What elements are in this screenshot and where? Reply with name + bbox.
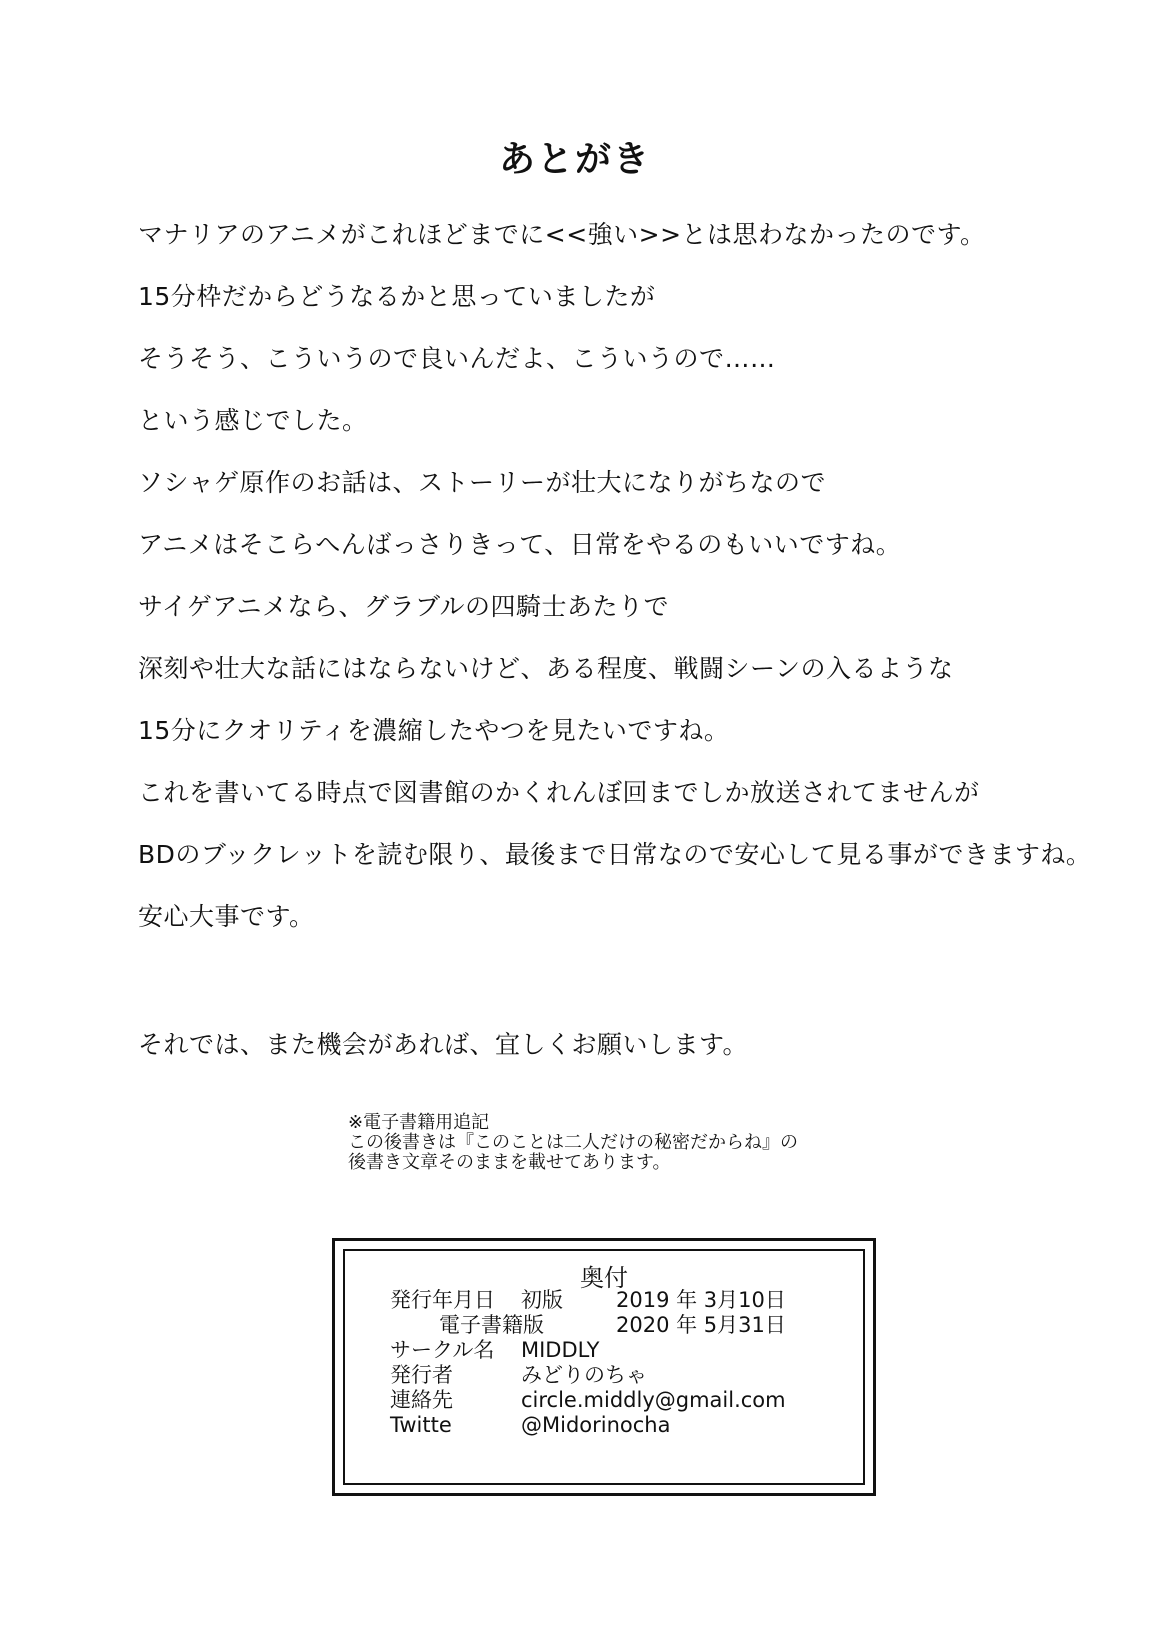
afterword-line: 深刻や壮大な話にはならないけど、ある程度、戦闘シーンの入るような [138, 654, 954, 683]
afterword-line: 15分枠だからどうなるかと思っていましたが [138, 282, 656, 311]
afterword-line: そうそう、こういうので良いんだよ、こういうので…… [138, 344, 776, 373]
afterword-line: アニメはそこらへんばっさりきって、日常をやるのもいいですね。 [138, 530, 902, 559]
twitter-label: Twitte [390, 1413, 452, 1437]
ebook-note-line: 後書き文章そのままを載せてあります。 [348, 1152, 671, 1173]
afterword-line: BDのブックレットを読む限り、最後まで日常なので安心して見る事ができますね。 [138, 840, 1092, 869]
afterword-line: マナリアのアニメがこれほどまでに<<強い>>とは思わなかったのです。 [138, 220, 986, 249]
contact-email: circle.middly@gmail.com [521, 1388, 786, 1412]
publisher-label: 発行者 [390, 1363, 453, 1387]
afterword-line: という感じでした。 [138, 406, 368, 435]
afterword-line: これを書いてる時点で図書館のかくれんぼ回までしか放送されてませんが [138, 778, 980, 807]
ebook-edition-date: 2020 年 5月31日 [616, 1313, 786, 1337]
afterword-line: サイゲアニメなら、グラブルの四騎士あたりで [138, 592, 670, 621]
afterword-line: ソシャゲ原作のお話は、ストーリーが壮大になりがちなので [138, 468, 827, 497]
colophon-title: 奥付 [580, 1264, 628, 1292]
circle-value: MIDDLY [521, 1338, 600, 1362]
first-edition-date: 2019 年 3月10日 [616, 1288, 786, 1312]
publisher-value: みどりのちゃ [521, 1363, 647, 1387]
contact-label: 連絡先 [390, 1388, 453, 1412]
circle-label: サークル名 [390, 1338, 495, 1362]
ebook-note-line: ※電子書籍用追記 [348, 1112, 490, 1133]
page-title: あとがき [498, 139, 651, 180]
ebook-edition-label: 電子書籍版 [439, 1313, 544, 1337]
closing-line: それでは、また機会があれば、宜しくお願いします。 [138, 1030, 749, 1059]
first-edition-label: 初版 [521, 1288, 563, 1312]
publish-date-label: 発行年月日 [390, 1288, 495, 1312]
ebook-note-line: この後書きは『このことは二人だけの秘密だからね』の [348, 1132, 798, 1153]
twitter-handle: @Midorinocha [521, 1413, 671, 1437]
afterword-line: 15分にクオリティを濃縮したやつを見たいですね。 [138, 716, 730, 745]
afterword-line: 安心大事です。 [138, 902, 315, 931]
ebook-note [348, 1113, 798, 1173]
